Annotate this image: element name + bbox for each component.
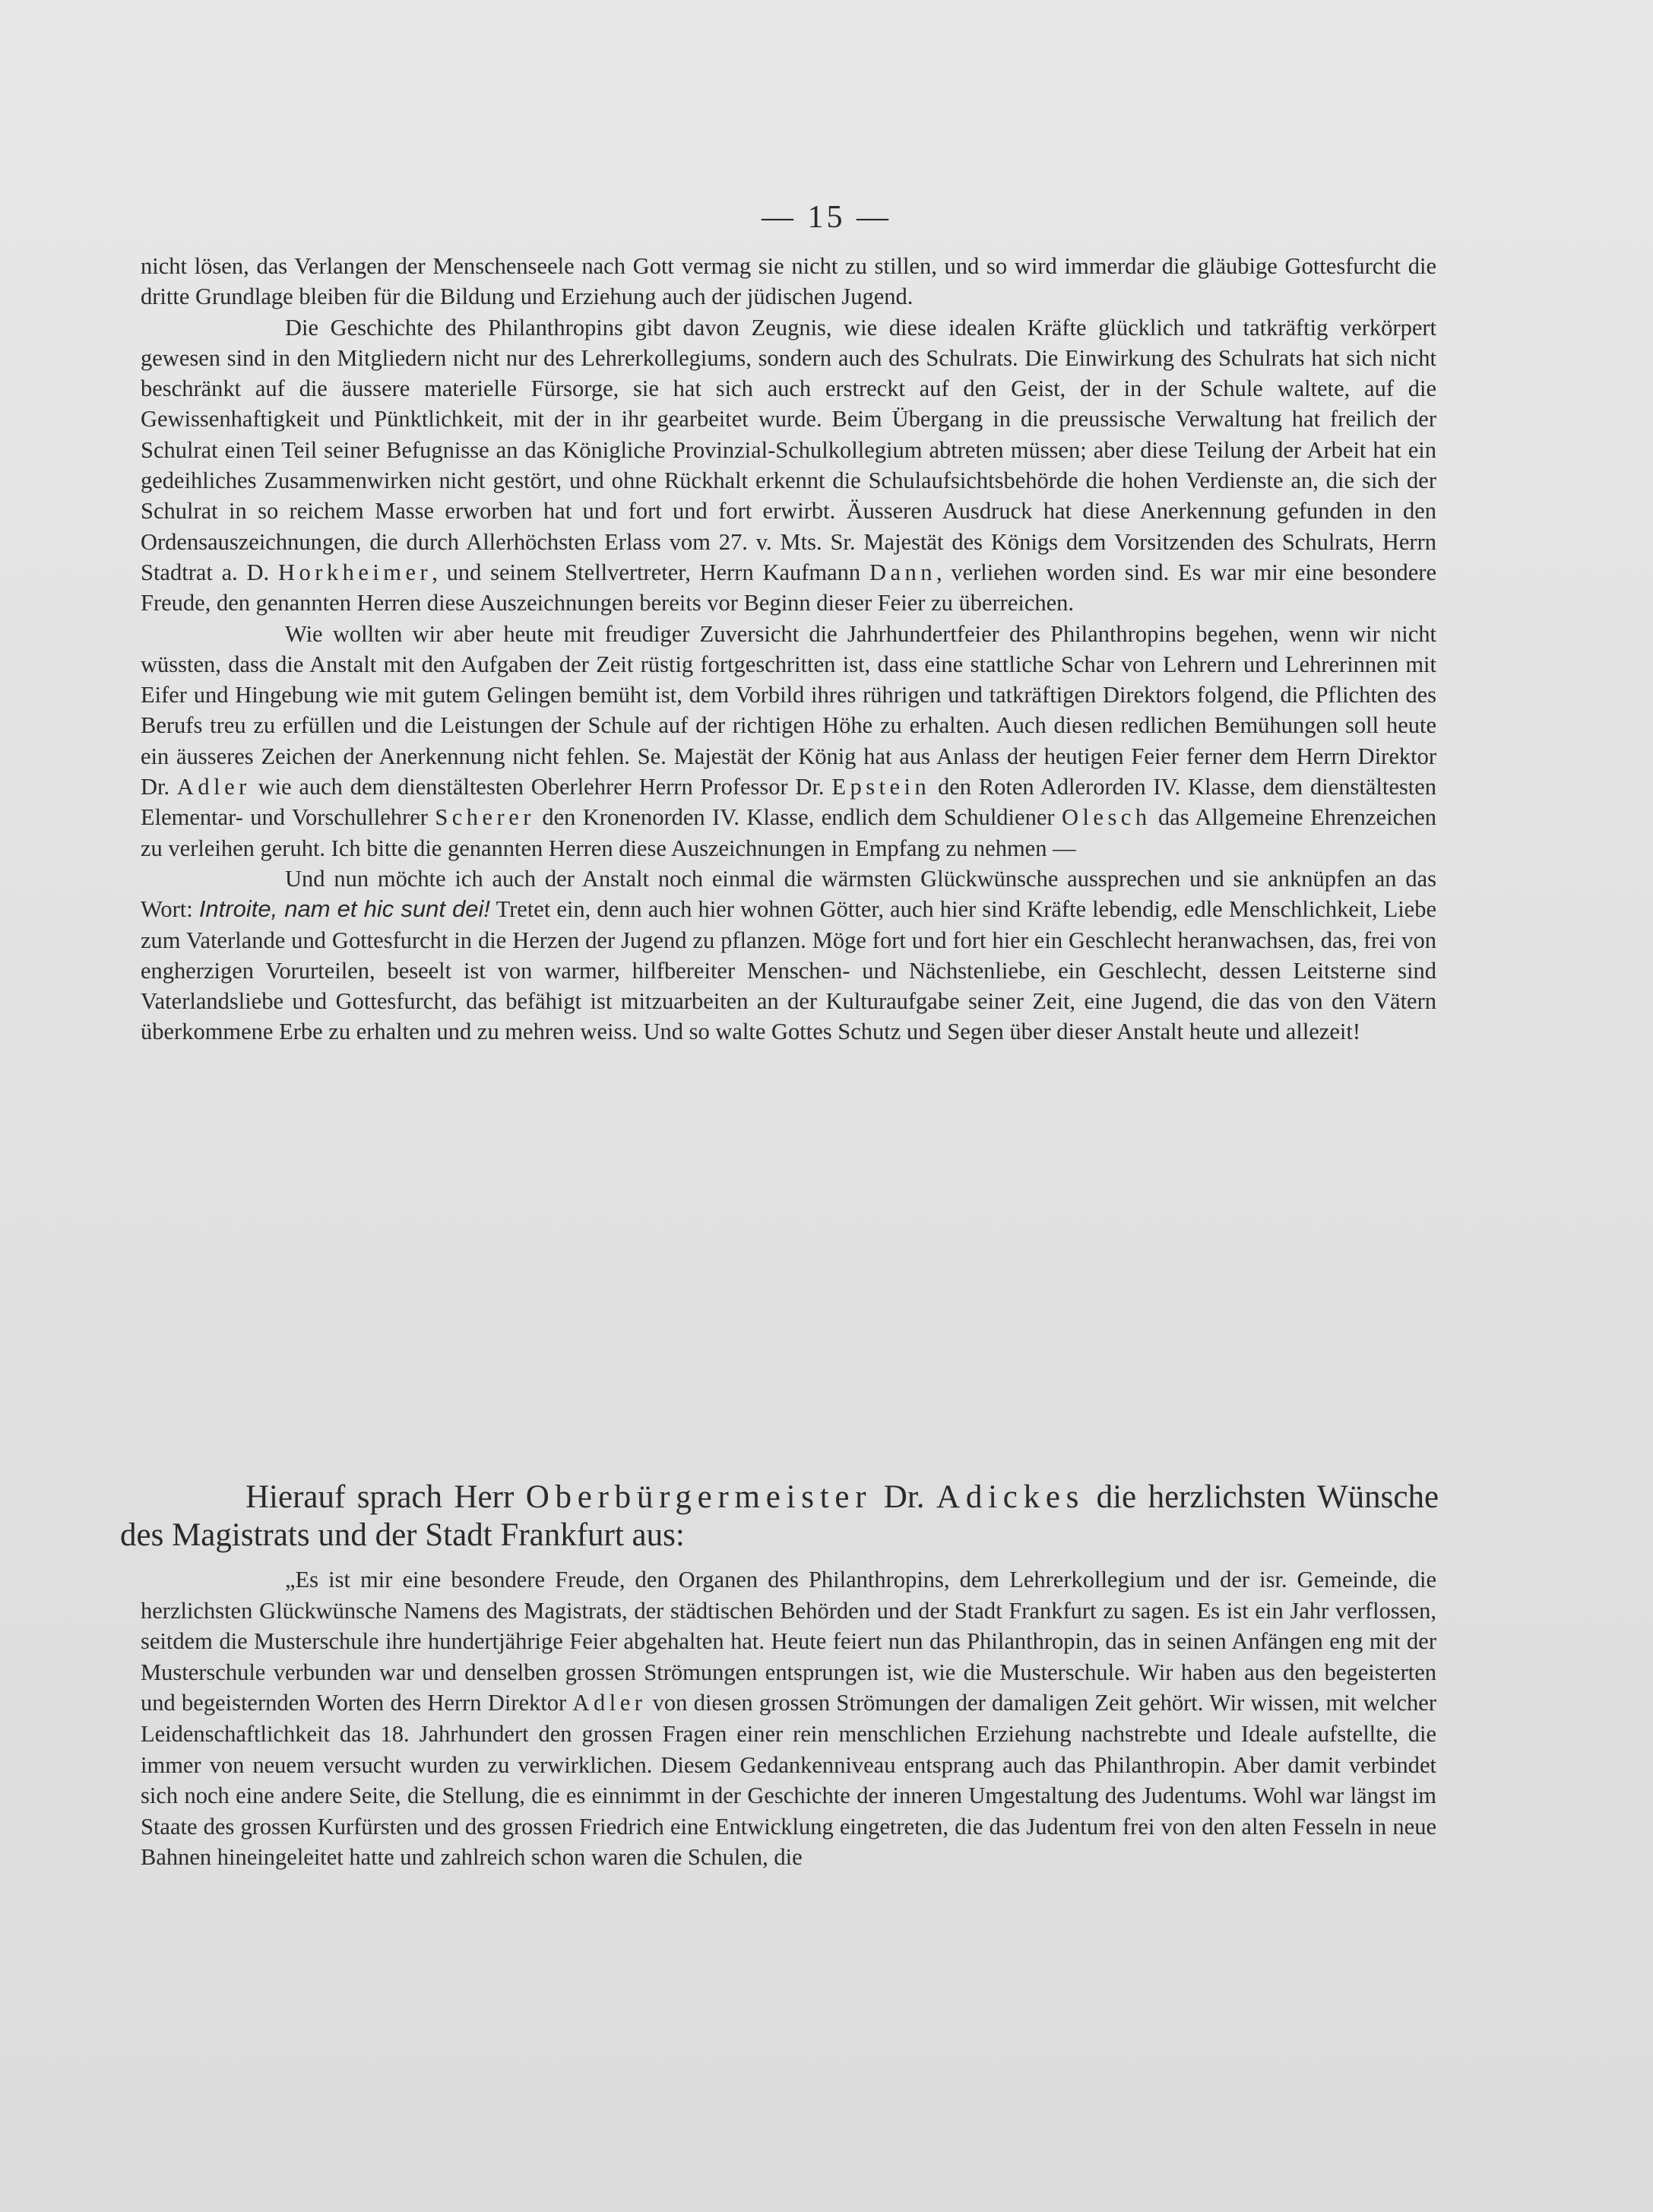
heading-text-c: die herzlichsten Wünsche des Magistrats und der Stadt Frankfurt aus: [120, 1479, 1439, 1553]
heading-text-b: Dr. [883, 1479, 925, 1515]
paragraph-4-text-a: Und nun möchte ich auch der Anstalt noch einmal die wärmsten Glückwünsche aussprechen und sie anknüpfen an das Wort: [141, 865, 1436, 923]
name-scherer: Scherer [435, 804, 535, 831]
paragraph-3-text-a: Wie wollten wir aber heute mit freudiger Zuversicht die Jahrhundertfeier des Philanthropins begehen, wenn wir nicht wüssten, dass die Anstalt mit den Aufgaben der Zeit rüstig fortgeschritten ist, dass eine stattliche Schar von Lehrern und Lehrerinnen mit Eifer und Hingebung wie mit gutem Gelingen bemüht ist, dem Vorbild ihres rührigen und tatkräftigen Direktors folgend, die Pflichten des Berufs treu zu erfüllen und die Leistungen der Schule auf der richtigen Höhe zu erhalten. Auch diesen redlichen Bemühungen soll heute ein äusseres Zeichen der Anerkennung nicht fehlen. Se. Majestät der König hat aus Anlass der heutigen Feier ferner dem Herrn Direktor Dr. [141, 620, 1436, 800]
paragraph-3-text-c: den Roten Adlerorden IV. Klasse, dem dienstältesten Elementar- und Vorschullehrer [141, 774, 1437, 831]
paragraph-4 [141, 864, 1436, 1047]
name-epstein: Epstein [831, 774, 931, 800]
name-adickes: Adickes [936, 1479, 1085, 1515]
speech-text-block [141, 1564, 1436, 1873]
paragraph-2 [141, 312, 1436, 619]
main-text-block [141, 251, 1436, 1047]
paragraph-2-text-b: , und seinem Stellvertreter, Herrn Kaufmann [432, 559, 861, 585]
paragraph-1: nicht lösen, das Verlangen der Menschenseele nach Gott vermag sie nicht zu stillen, und so wird immerdar die gläubige Gottesfurcht die dritte Grundlage bleiben für die Bildung und Erziehung auch der jüdischen Jugend. [141, 253, 1436, 310]
section-heading [120, 1478, 1439, 1554]
paragraph-3-text-b: wie auch dem dienstältesten Oberlehrer Herrn Professor Dr. [258, 774, 825, 800]
heading-text-a: Hierauf sprach Herr [245, 1479, 515, 1515]
heading-title: Oberbürgermeister [525, 1479, 872, 1515]
speech-text-b: von diesen grossen Strömungen der damaligen Zeit gehört. Wir wissen, mit welcher Leidenschaftlichkeit das 18. Jahrhundert den grossen Fragen einer rein menschlichen Erziehung nachstrebte und Ideale aufstellte, die immer von neuem versucht wurden zu verwirklichen. Diesem Gedankenniveau entsprang auch das Philanthropin. Aber damit verbindet sich noch eine andere Seite, die Stellung, die es einnimmt in der Geschichte der inneren Umgestaltung des Judentums. Wohl war längst im Staate des grossen Kurfürsten und des grossen Friedrich eine Entwicklung eingetreten, die das Judentum frei von den alten Fesseln in neue Bahnen hineingeleitet hatte und zahlreich schon waren die Schulen, die [141, 1690, 1436, 1871]
speech-text-a: „Es ist mir eine besondere Freude, den Organen des Philanthropins, dem Lehrerkollegium und der isr. Gemeinde, die herzlichsten Glückwünsche Namens des Magistrats, der städtischen Behörden und der Stadt Frankfurt zu sagen. Es ist ein Jahr verflossen, seitdem die Musterschule ihre hundertjährige Feier abgehalten hat. Heute feiert nun das Philanthropin, das in seinen Anfängen eng mit der Musterschule verbunden war und denselben grossen Strömungen entsprungen ist, wie die Musterschule. Wir haben aus den begeisterten und begeisternden Worten des Herrn Direktor [141, 1567, 1436, 1716]
paragraph-2-text-a: Die Geschichte des Philanthropins gibt davon Zeugnis, wie diese idealen Kräfte glücklich und tatkräftig verkörpert gewesen sind in den Mitgliedern nicht nur des Lehrerkollegiums, sondern auch des Schulrats. Die Einwirkung des Schulrats hat sich nicht beschränkt auf die äussere materielle Fürsorge, sie hat sich auch erstreckt auf den Geist, der in der Schule waltete, auf die Gewissenhaftigkeit und Pünktlichkeit, mit der in ihr gearbeitet wurde. Beim Übergang in die preussische Verwaltung hat freilich der Schulrat einen Teil seiner Befugnisse an das Königliche Provinzial-Schulkollegium abtreten müssen; aber diese Teilung der Arbeit hat ein gedeihliches Zusammenwirken nicht gestört, und ohne Rückhalt erkennt die Schulaufsichtsbehörde die hohen Verdienste an, die sich der Schulrat in so reichem Masse erworben hat und fort und fort erwirbt. Äusseren Ausdruck hat diese Anerkennung gefunden in den Ordensauszeichnungen, die durch Allerhöchsten Erlass vom 27. v. Mts. Sr. Majestät des Königs dem Vorsitzenden des Schulrats, Herrn Stadtrat a. D. [141, 314, 1436, 585]
speech-paragraph [141, 1564, 1436, 1873]
name-olesch: Olesch [1061, 804, 1151, 831]
name-adler: Adler [176, 774, 251, 800]
paragraph-3-text-e: das Allgemeine Ehrenzeichen zu verleihen geruht. Ich bitte die genannten Herren diese Auszeichnungen in Empfang zu nehmen — [141, 804, 1437, 861]
name-dann: Dann [869, 559, 936, 585]
latin-quote: Introite, nam et hic sunt dei! [198, 895, 490, 923]
paragraph-3 [141, 619, 1436, 864]
name-horkheimer: Horkheimer [277, 559, 432, 585]
paragraph-2-text-c: , verliehen worden sind. Es war mir eine besondere Freude, den genannten Herren diese Auszeichnungen bereits vor Beginn dieser Feier zu überreichen. [141, 559, 1437, 616]
paragraph-3-text-d: den Kronenorden IV. Klasse, endlich dem Schuldiener [542, 804, 1055, 831]
paragraph-4-text-b: Tretet ein, denn auch hier wohnen Götter, auch hier sind Kräfte lebendig, edle Menschlichkeit, Liebe zum Vaterlande und Gottesfurcht in die Herzen der Jugend zu pflanzen. Möge fort und fort hier ein Geschlecht heranwachsen, das, frei von engherzigen Vorurteilen, beseelt ist von warmer, hilfbereiter Menschen- und Nächstenliebe, ein Geschlecht, dessen Leitsterne sind Vaterlandsliebe und Gottesfurcht, das befähigt ist mitzuarbeiten an der Kulturaufgabe seiner Zeit, eine Jugend, die das von den Vätern überkommene Erbe zu erhalten und zu mehren weiss. Und so walte Gottes Schutz und Segen über dieser Anstalt heute und allezeit! [141, 896, 1437, 1045]
speech-name-adler: Adler [572, 1690, 647, 1716]
page-number: — 15 — [762, 200, 891, 235]
